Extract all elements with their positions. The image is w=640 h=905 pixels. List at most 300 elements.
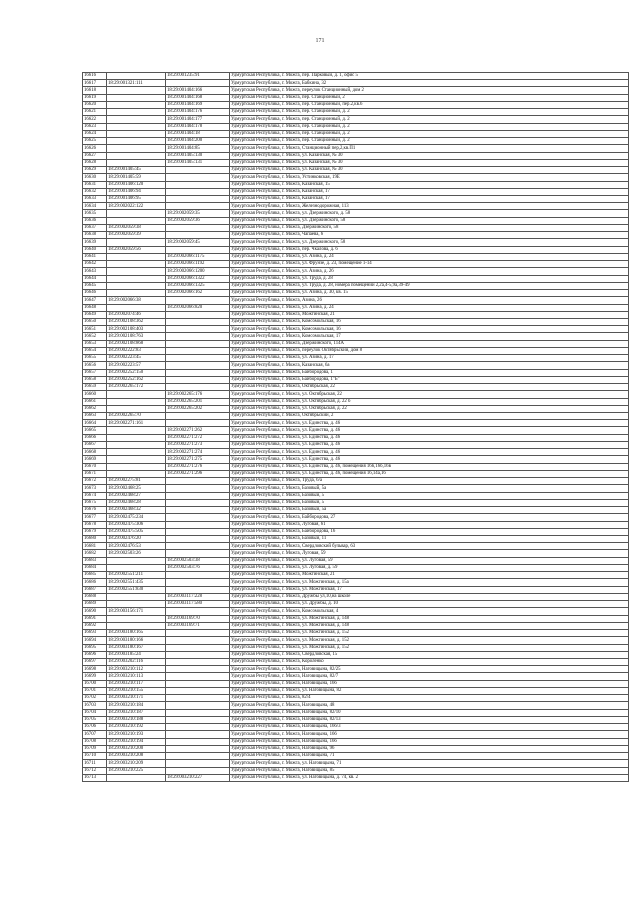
land-plot-number-cell: 18:29:003156:171 [107, 608, 166, 615]
building-number-cell [166, 521, 230, 528]
address-cell: Удмуртская Республика, г. Можга, Базовый, 5а [230, 507, 629, 514]
land-plot-number-cell: 18:29:003210:208 [107, 753, 166, 760]
land-plot-number-cell: 18:29:002022:122 [107, 203, 166, 210]
building-number-cell [166, 355, 230, 362]
address-cell: Удмуртская Республика, г. Можга, Дзержинского, 114А [230, 340, 629, 347]
table-row [83, 224, 629, 231]
address-cell: Удмуртская Республика, г. Можга, ул. Луговая, д. 59 [230, 564, 629, 571]
table-row [83, 203, 629, 210]
address-cell: Удмуртская Республика, г. Можга, ул. Единства, д. 46 [230, 449, 629, 456]
land-plot-number-cell: 18:29:001406:94 [107, 188, 166, 195]
building-number-cell [166, 492, 230, 499]
building-number-cell [166, 188, 230, 195]
row-number-cell: 16643 [83, 268, 107, 275]
building-number-cell [166, 413, 230, 420]
address-cell: Удмуртская Республика, г. Можга, Базовый, 5а [230, 485, 629, 492]
address-cell: Удмуртская Республика, г. Можга, пер. Станционный, д. 2 [230, 109, 629, 116]
building-number-cell [166, 326, 230, 333]
address-cell: Удмуртская Республика, г. Можга, Наговицына, 166 [230, 738, 629, 745]
land-plot-number-cell: 18:29:002108:362 [107, 318, 166, 325]
address-cell: Удмуртская Республика, г. Можга, пер. Станционный, д. 2 [230, 138, 629, 145]
row-number-cell: 16713 [83, 774, 107, 781]
address-cell: Удмуртская Республика, г. Можга, ул. Азина, д. 26 [230, 268, 629, 275]
land-plot-number-cell [107, 87, 166, 94]
table-row [83, 101, 629, 108]
land-plot-number-cell [107, 557, 166, 564]
land-plot-number-cell [107, 145, 166, 152]
row-number-cell: 16635 [83, 210, 107, 217]
table-row [83, 261, 629, 268]
row-number-cell: 16639 [83, 239, 107, 246]
address-cell: Удмуртская Республика, г. Можга, ул. Можгинская, д. 152 [230, 630, 629, 637]
row-number-cell: 16657 [83, 369, 107, 376]
building-number-cell [166, 232, 230, 239]
land-plot-number-cell [107, 138, 166, 145]
building-number-cell [166, 586, 230, 593]
table-row [83, 347, 629, 354]
table-row [83, 87, 629, 94]
address-cell: Удмуртская Республика, г. Можга, Наговицына, 96 [230, 745, 629, 752]
row-number-cell: 16630 [83, 174, 107, 181]
table-row [83, 109, 629, 116]
address-cell: Удмуртская Республика, г. Можга, Базовый, 5 [230, 499, 629, 506]
row-number-cell: 16625 [83, 138, 107, 145]
building-number-cell [166, 499, 230, 506]
table-row [83, 478, 629, 485]
table-row [83, 94, 629, 101]
building-number-cell: 18:29:002265:202 [166, 405, 230, 412]
address-cell: Удмуртская Республика, г. Можга, Свердловская, 15 [230, 651, 629, 658]
table-row [83, 470, 629, 477]
table-row [83, 268, 629, 275]
table-row [83, 593, 629, 600]
row-number-cell: 16666 [83, 434, 107, 441]
row-number-cell: 16648 [83, 304, 107, 311]
row-number-cell: 16649 [83, 311, 107, 318]
land-plot-number-cell: 18:29:002059:38 [107, 224, 166, 231]
building-number-cell: 18:29:001405:130 [166, 152, 230, 159]
building-number-cell [166, 702, 230, 709]
land-plot-number-cell: 18:29:002551:830 [107, 586, 166, 593]
building-number-cell [166, 369, 230, 376]
building-number-cell: 18:29:003117:228 [166, 593, 230, 600]
building-number-cell [166, 572, 230, 579]
table-row [83, 449, 629, 456]
building-number-cell [166, 333, 230, 340]
address-cell: Удмуртская Республика, г. Можга, Наговицына, 166 [230, 731, 629, 738]
land-plot-number-cell: 18:29:003210:192 [107, 724, 166, 731]
address-cell: Удмуртская Республика, г. Можга, Бабкина, 32 [230, 80, 629, 87]
building-number-cell [166, 608, 230, 615]
table-row [83, 376, 629, 383]
building-number-cell: 18:29:002271:262 [166, 427, 230, 434]
address-cell: Удмуртская Республика, г. Можга, Можгинская, 21 [230, 311, 629, 318]
row-number-cell: 16692 [83, 622, 107, 629]
row-number-cell: 16701 [83, 687, 107, 694]
address-cell: Удмуртская Республика, г. Можга, Октябрьская, 22 [230, 384, 629, 391]
address-cell: Удмуртская Республика, г. Можга, ул. Можгинская, д. 148 [230, 615, 629, 622]
land-plot-number-cell: 18:29:002468:28 [107, 499, 166, 506]
table-row [83, 456, 629, 463]
table-row [83, 246, 629, 253]
building-number-cell: 18:29:002059:36 [166, 217, 230, 224]
table-row [83, 666, 629, 673]
table-row [83, 333, 629, 340]
land-plot-number-cell: 18:29:002476:20 [107, 536, 166, 543]
building-number-cell [166, 550, 230, 557]
row-number-cell: 16688 [83, 593, 107, 600]
table-body [83, 73, 629, 782]
land-plot-number-cell: 18:29:003210:155 [107, 687, 166, 694]
address-cell: Удмуртская Республика, г. Можга, Азина, 26 [230, 297, 629, 304]
row-number-cell: 16636 [83, 217, 107, 224]
row-number-cell: 16706 [83, 724, 107, 731]
row-number-cell: 16668 [83, 449, 107, 456]
land-plot-number-cell: 18:29:002468:32 [107, 507, 166, 514]
row-number-cell: 16652 [83, 333, 107, 340]
row-number-cell: 16619 [83, 94, 107, 101]
table-row [83, 384, 629, 391]
table-row [83, 297, 629, 304]
building-number-cell: 18:29:002059:45 [166, 239, 230, 246]
land-plot-number-cell: 18:29:002475:505 [107, 528, 166, 535]
row-number-cell: 16680 [83, 536, 107, 543]
row-number-cell: 16674 [83, 492, 107, 499]
address-cell: Удмуртская Республика, г. Можга, ул. Единства, д. 46 [230, 420, 629, 427]
address-cell: Удмуртская Республика, г. Можга, Можгинская, 21 [230, 572, 629, 579]
address-cell: Удмуртская Республика, г. Можга, ул. Казанская, № 30 [230, 167, 629, 174]
address-cell: Удмуртская Республика, г. Можга, Наговицына, 48 [230, 702, 629, 709]
building-number-cell [166, 318, 230, 325]
address-cell: Удмуртская Республика, г. Можга, Станционный пер,2,кв.П1 [230, 145, 629, 152]
table-row [83, 80, 629, 87]
land-plot-number-cell: 18:29:002468:27 [107, 492, 166, 499]
row-number-cell: 16669 [83, 456, 107, 463]
building-number-cell [166, 420, 230, 427]
building-number-cell: 18:29:002066:1325 [166, 282, 230, 289]
row-number-cell: 16618 [83, 87, 107, 94]
table-row [83, 362, 629, 369]
land-plot-number-cell: 18:29:002252:162 [107, 376, 166, 383]
table-row [83, 695, 629, 702]
land-plot-number-cell: 18:29:002074:46 [107, 311, 166, 318]
address-cell: Удмуртская Республика, г. Можга, ул. Наговицына, д. 74, кв. 2 [230, 774, 629, 781]
land-plot-number-cell [107, 253, 166, 260]
building-number-cell: 18:29:001404:177 [166, 116, 230, 123]
address-cell: Удмуртская Республика, г. Можга, ул. Дзержинского, 58 [230, 239, 629, 246]
building-number-cell [166, 340, 230, 347]
land-plot-number-cell: 18:29:002275:81 [107, 478, 166, 485]
address-cell: Удмуртская Республика, г. Можга, Байбородова, 27 [230, 514, 629, 521]
land-plot-number-cell [107, 290, 166, 297]
land-plot-number-cell [107, 391, 166, 398]
land-plot-number-cell [107, 463, 166, 470]
building-number-cell [166, 167, 230, 174]
row-number-cell: 16660 [83, 391, 107, 398]
address-cell: Удмуртская Республика, г. Можга, Чапаева, 6 [230, 232, 629, 239]
row-number-cell: 16679 [83, 528, 107, 535]
land-plot-number-cell: 18:29:001405:59 [107, 174, 166, 181]
row-number-cell: 16623 [83, 123, 107, 130]
row-number-cell: 16663 [83, 413, 107, 420]
table-row [83, 651, 629, 658]
land-plot-number-cell [107, 282, 166, 289]
address-cell: Удмуртская Республика, г. Можга, пер. Чкалова, д. 6 [230, 246, 629, 253]
table-row [83, 536, 629, 543]
address-cell: Удмуртская Республика, г. Можга, переулок Октябрьский, дом 8 [230, 347, 629, 354]
building-number-cell [166, 347, 230, 354]
address-cell: Удмуртская Республика, г. Можга, ул. Единства, д. 46, помещения 16,14а,16 [230, 470, 629, 477]
land-plot-number-cell: 18:29:002468:25 [107, 485, 166, 492]
land-plot-number-cell [107, 434, 166, 441]
table-row [83, 355, 629, 362]
row-number-cell: 16627 [83, 152, 107, 159]
building-number-cell [166, 485, 230, 492]
land-plot-number-cell: 18:29:002551:211 [107, 572, 166, 579]
building-number-cell: 18:29:001404:18 [166, 130, 230, 137]
table-row [83, 492, 629, 499]
row-number-cell: 16620 [83, 101, 107, 108]
building-number-cell: 18:29:002271:274 [166, 449, 230, 456]
building-number-cell [166, 311, 230, 318]
building-number-cell: 18:29:002066:1175 [166, 253, 230, 260]
building-number-cell: 18:29:001404:200 [166, 138, 230, 145]
land-plot-number-cell [107, 268, 166, 275]
row-number-cell: 16681 [83, 543, 107, 550]
row-number-cell: 16622 [83, 116, 107, 123]
address-cell: Удмуртская Республика, г. Можга, ул. Можгинская, д. 15а [230, 579, 629, 586]
address-cell: Удмуртская Республика, г. Можга, ул. Наговицына, 82 [230, 687, 629, 694]
building-number-cell: 18:29:002066:1192 [166, 261, 230, 268]
row-number-cell: 16665 [83, 427, 107, 434]
land-plot-number-cell: 18:29:003210:209 [107, 760, 166, 767]
table-row [83, 521, 629, 528]
table-row [83, 73, 629, 80]
address-cell: Удмуртская Республика, г. Можга, ул. Наговицына, 71 [230, 760, 629, 767]
table-row [83, 441, 629, 448]
row-number-cell: 16644 [83, 275, 107, 282]
table-row [83, 557, 629, 564]
address-cell: Удмуртская Республика, г. Можга, Базовый, 11 [230, 536, 629, 543]
land-plot-number-cell: 18:29:001406:120 [107, 181, 166, 188]
address-cell: Удмуртская Республика, г. Можга, ул. Азина, д. 30, кв. 15 [230, 290, 629, 297]
row-number-cell: 16616 [83, 73, 107, 80]
row-number-cell: 16641 [83, 253, 107, 260]
table-row [83, 116, 629, 123]
land-plot-number-cell [107, 470, 166, 477]
table-row [83, 232, 629, 239]
address-cell: Удмуртская Республика, г. Можга, Комсомольская, 16 [230, 318, 629, 325]
building-number-cell [166, 181, 230, 188]
address-cell: Удмуртская Республика, г. Можга, ул. Можгинская, 17 [230, 586, 629, 593]
address-cell: Удмуртская Республика, г. Можга, Комсомольская, 16 [230, 326, 629, 333]
building-number-cell [166, 384, 230, 391]
building-number-cell: 18:29:001404:169 [166, 101, 230, 108]
row-number-cell: 16693 [83, 630, 107, 637]
land-plot-number-cell: 18:29:003210:187 [107, 709, 166, 716]
table-row [83, 145, 629, 152]
address-cell: Удмуртская Республика, г. Можга, 82/4 [230, 695, 629, 702]
table-row [83, 564, 629, 571]
building-number-cell: 18:29:001404:85 [166, 145, 230, 152]
address-cell: Удмуртская Республика, г. Можга, ул. Казанская, № 30 [230, 152, 629, 159]
row-number-cell: 16632 [83, 188, 107, 195]
property-register-table [82, 72, 629, 782]
table-row [83, 391, 629, 398]
building-number-cell [166, 543, 230, 550]
land-plot-number-cell: 18:29:003180:166 [107, 637, 166, 644]
building-number-cell [166, 514, 230, 521]
row-number-cell: 16656 [83, 362, 107, 369]
row-number-cell: 16689 [83, 601, 107, 608]
address-cell: Удмуртская Республика, г. Можга, ул. Октябрьская, д. 22 [230, 405, 629, 412]
land-plot-number-cell: 18:29:002059:56 [107, 246, 166, 253]
land-plot-number-cell: 18:29:003210:194 [107, 738, 166, 745]
address-cell: Удмуртская Республика, г. Можга, Луговая, 59 [230, 550, 629, 557]
land-plot-number-cell [107, 159, 166, 166]
land-plot-number-cell: 18:29:003210:112 [107, 666, 166, 673]
table-row [83, 738, 629, 745]
address-cell: Удмуртская Республика, г. Можга, ул. Единства, д. 46 [230, 427, 629, 434]
land-plot-number-cell: 18:29:002059:39 [107, 232, 166, 239]
table-row [83, 427, 629, 434]
row-number-cell: 16673 [83, 485, 107, 492]
building-number-cell [166, 224, 230, 231]
address-cell: Удмуртская Республика, г. Можга, пер. Станционный, пер.2,кв.6 [230, 101, 629, 108]
row-number-cell: 16671 [83, 470, 107, 477]
land-plot-number-cell: 18:29:002265:172 [107, 384, 166, 391]
row-number-cell: 16634 [83, 203, 107, 210]
land-plot-number-cell: 18:29:002503:26 [107, 550, 166, 557]
building-number-cell [166, 666, 230, 673]
building-number-cell: 18:29:001404:176 [166, 109, 230, 116]
building-number-cell [166, 195, 230, 202]
address-cell: Удмуртская Республика, г. Можга, Октябрьский, 2 [230, 413, 629, 420]
address-cell: Удмуртская Республика, г. Можга, ул. Октябрьская, 22 [230, 391, 629, 398]
land-plot-number-cell [107, 116, 166, 123]
address-cell: Удмуртская Республика, г. Можга, ул. Можгинская, д. 152 [230, 637, 629, 644]
land-plot-number-cell: 18:29:003180:165 [107, 630, 166, 637]
address-cell: Удмуртская Республика, г. Можга, ул. Дружбы, д. 10 [230, 601, 629, 608]
land-plot-number-cell: 18:29:002271:161 [107, 420, 166, 427]
building-number-cell: 18:29:003117:580 [166, 601, 230, 608]
row-number-cell: 16677 [83, 514, 107, 521]
row-number-cell: 16662 [83, 405, 107, 412]
address-cell: Удмуртская Республика, г. Можга, Наговицына, 71 [230, 753, 629, 760]
address-cell: Удмуртская Республика, г. Можга, ул. Единства, д. 46, помещения 16б,16б,16в [230, 463, 629, 470]
row-number-cell: 16650 [83, 318, 107, 325]
table-row [83, 485, 629, 492]
address-cell: Удмуртская Республика, г. Можга, Комсомольская, 4 [230, 608, 629, 615]
row-number-cell: 16704 [83, 709, 107, 716]
row-number-cell: 16703 [83, 702, 107, 709]
table-row [83, 586, 629, 593]
land-plot-number-cell [107, 210, 166, 217]
building-number-cell [166, 80, 230, 87]
table-row [83, 369, 629, 376]
row-number-cell: 16682 [83, 550, 107, 557]
building-number-cell [166, 687, 230, 694]
table-row [83, 687, 629, 694]
land-plot-number-cell [107, 564, 166, 571]
address-cell: Удмуртская Республика, г. Можга, Байбородова, 1"Б" [230, 376, 629, 383]
table-row [83, 405, 629, 412]
row-number-cell: 16678 [83, 521, 107, 528]
building-number-cell: 18:29:002271:276 [166, 463, 230, 470]
building-number-cell [166, 644, 230, 651]
table-row [83, 709, 629, 716]
table-row [83, 210, 629, 217]
row-number-cell: 16672 [83, 478, 107, 485]
address-cell: Удмуртская Республика, г. Можга, ул. Луговая, 59 [230, 557, 629, 564]
building-number-cell: 18:29:002503:76 [166, 564, 230, 571]
row-number-cell: 16640 [83, 246, 107, 253]
row-number-cell: 16705 [83, 716, 107, 723]
address-cell: Удмуртская Республика, г. Можга, Наговицына, 166/3 [230, 724, 629, 731]
row-number-cell: 16645 [83, 282, 107, 289]
table-row [83, 499, 629, 506]
row-number-cell: 16698 [83, 666, 107, 673]
row-number-cell: 16697 [83, 658, 107, 665]
land-plot-number-cell: 18:29:003185:24 [107, 651, 166, 658]
row-number-cell: 16709 [83, 745, 107, 752]
address-cell: Удмуртская Республика, г. Можга, пер. Станционный, д. 2 [230, 116, 629, 123]
table-row [83, 152, 629, 159]
building-number-cell: 18:29:003210:227 [166, 774, 230, 781]
address-cell: Удмуртская Республика, г. Можга, ул. Казанская, № 30 [230, 159, 629, 166]
row-number-cell: 16670 [83, 463, 107, 470]
address-cell: Удмуртская Республика, г. Можга, пер. Станционный, 2 [230, 94, 629, 101]
building-number-cell: 18:29:002265:176 [166, 391, 230, 398]
page-number: 171 [315, 38, 325, 44]
land-plot-number-cell [107, 593, 166, 600]
table-row [83, 572, 629, 579]
address-cell: Удмуртская Республика, г. Можга, ул. Единства, д. 46 [230, 456, 629, 463]
table-row [83, 615, 629, 622]
land-plot-number-cell: 18:29:003202:116 [107, 658, 166, 665]
land-plot-number-cell: 18:29:002476:53 [107, 543, 166, 550]
table-row [83, 543, 629, 550]
table-row [83, 716, 629, 723]
address-cell: Удмуртская Республика, г. Можга, ул. Азина, д. 24 [230, 253, 629, 260]
table-row [83, 290, 629, 297]
building-number-cell: 18:29:002265:201 [166, 398, 230, 405]
land-plot-number-cell: 18:29:001321:111 [107, 80, 166, 87]
address-cell: Удмуртская Республика, г. Можга, пер. Станционный, д. 2 [230, 130, 629, 137]
building-number-cell [166, 658, 230, 665]
table-row [83, 680, 629, 687]
building-number-cell [166, 507, 230, 514]
table-row [83, 138, 629, 145]
address-cell: Удмуртская Республика, г. Можга, ул. Азина, д. 24 [230, 304, 629, 311]
table-row [83, 673, 629, 680]
row-number-cell: 16708 [83, 738, 107, 745]
row-number-cell: 16711 [83, 760, 107, 767]
building-number-cell [166, 174, 230, 181]
table-row [83, 753, 629, 760]
land-plot-number-cell [107, 441, 166, 448]
table-row [83, 760, 629, 767]
land-plot-number-cell [107, 427, 166, 434]
building-number-cell: 18:29:002066:1322 [166, 275, 230, 282]
land-plot-number-cell: 18:29:002108:763 [107, 333, 166, 340]
land-plot-number-cell: 18:29:002551:435 [107, 579, 166, 586]
address-cell: Удмуртская Республика, г. Можга, Наговицына, 166 [230, 680, 629, 687]
row-number-cell: 16631 [83, 181, 107, 188]
land-plot-number-cell: 18:29:003210:117 [107, 680, 166, 687]
address-cell: Удмуртская Республика, г. Можга, ул. Труда, д. 28, номера помещений 2,2а,4-5,9а,39-49 [230, 282, 629, 289]
building-number-cell: 18:29:001404:168 [166, 94, 230, 101]
